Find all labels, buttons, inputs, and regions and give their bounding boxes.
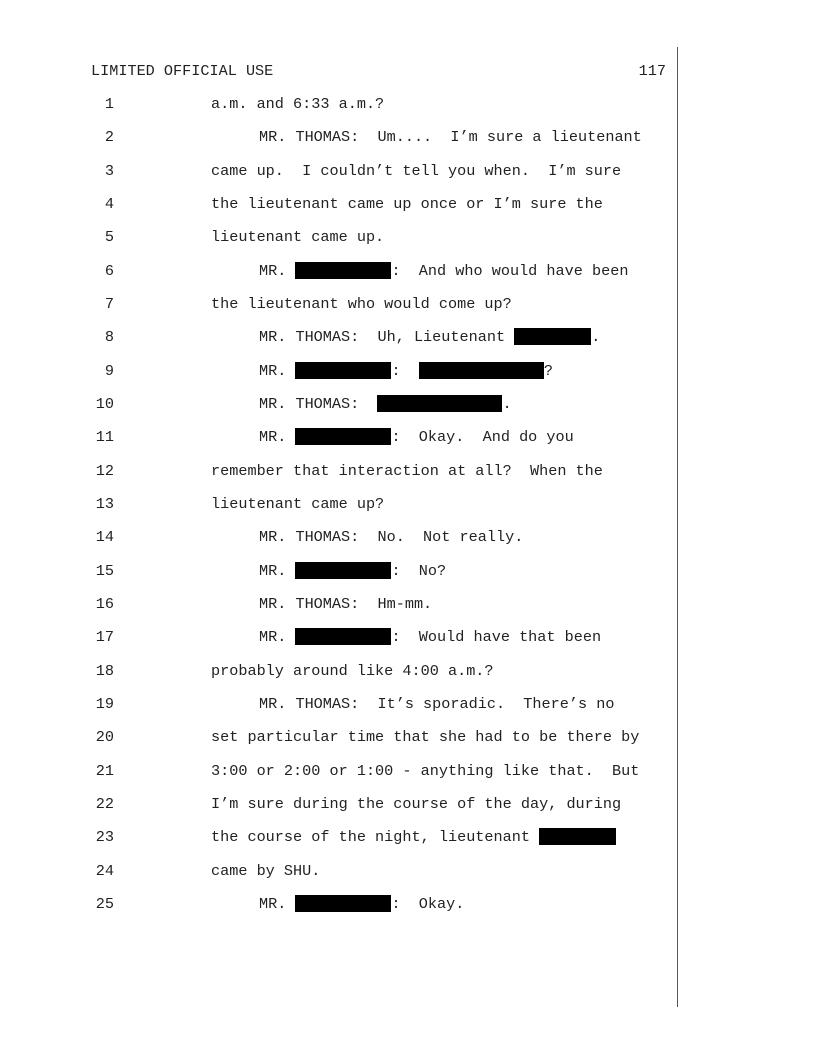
text-segment: MR. [259, 894, 296, 913]
text-segment: I’m sure during the course of the day, during [211, 794, 622, 813]
line-text [211, 162, 621, 180]
line-text [259, 695, 614, 713]
text-segment: : Okay. [391, 894, 465, 913]
line-number: 15 [95, 561, 114, 580]
text-segment: came by SHU. [211, 861, 321, 880]
transcript-line [0, 495, 676, 519]
line-number: 24 [95, 861, 114, 880]
transcript-line [0, 828, 676, 852]
line-number: 11 [95, 428, 114, 447]
redaction-block [514, 328, 591, 345]
page-number: 117 [638, 62, 666, 80]
text-segment: the course of the night, lieutenant [211, 828, 540, 847]
transcript-line [0, 228, 676, 252]
text-segment: 3:00 or 2:00 or 1:00 - anything like that. But [211, 761, 640, 780]
redaction-block [539, 828, 616, 845]
line-number: 14 [95, 528, 114, 547]
redaction-block [295, 428, 391, 445]
redaction-block [295, 895, 391, 912]
line-text [211, 728, 639, 746]
line-text [211, 828, 616, 846]
line-text [211, 195, 603, 213]
text-segment: came up. I couldn’t tell you when. I’m sure [211, 161, 622, 180]
transcript-line [0, 328, 676, 352]
line-text [259, 895, 464, 913]
line-number: 8 [104, 328, 114, 347]
text-segment: . [502, 394, 512, 413]
line-text [211, 762, 639, 780]
text-segment: lieutenant came up? [211, 494, 385, 513]
text-segment: MR. THOMAS: No. Not really. [259, 528, 524, 547]
line-text [211, 95, 384, 113]
line-text [259, 428, 574, 446]
line-text [259, 628, 601, 646]
line-number: 4 [104, 194, 114, 213]
line-number: 5 [104, 228, 114, 247]
redaction-block [295, 262, 391, 279]
text-segment: : [391, 361, 419, 380]
text-segment: the lieutenant came up once or I’m sure the [211, 194, 603, 213]
redaction-block [377, 395, 502, 412]
text-segment: ? [543, 361, 553, 380]
text-segment: MR. [259, 628, 296, 647]
line-number: 19 [95, 694, 114, 713]
text-segment: a.m. and 6:33 a.m.? [211, 95, 385, 113]
text-segment: the lieutenant who would come up? [211, 294, 512, 313]
right-margin-rule [677, 47, 678, 1007]
text-segment: : Okay. And do you [391, 428, 574, 447]
line-number: 23 [95, 828, 114, 847]
transcript-line [0, 562, 676, 586]
line-text [211, 662, 494, 680]
text-segment: MR. [259, 261, 296, 280]
line-number: 18 [95, 661, 114, 680]
text-segment: MR. THOMAS: Uh, Lieutenant [259, 328, 515, 347]
text-segment: MR. THOMAS: It’s sporadic. There’s no [259, 694, 615, 713]
transcript-line [0, 428, 676, 452]
line-number: 1 [104, 95, 114, 113]
transcript-line [0, 128, 676, 152]
text-segment: : No? [391, 561, 447, 580]
transcript-line [0, 795, 676, 819]
classification-header: LIMITED OFFICIAL USE [91, 62, 274, 80]
redaction-block [419, 362, 544, 379]
line-text [259, 262, 628, 280]
text-segment: . [591, 328, 601, 347]
transcript-line [0, 295, 676, 319]
line-number: 21 [95, 761, 114, 780]
line-number: 25 [95, 894, 114, 913]
line-number: 16 [95, 594, 114, 613]
line-text [211, 795, 621, 813]
redaction-block [295, 362, 391, 379]
line-text [259, 362, 553, 380]
text-segment: : And who would have been [391, 261, 629, 280]
line-text [259, 528, 523, 546]
transcript-line [0, 462, 676, 486]
line-text [211, 495, 384, 513]
line-text [259, 128, 642, 146]
text-segment: : Would have that been [391, 628, 602, 647]
text-segment: probably around like 4:00 a.m.? [211, 661, 494, 680]
transcript-line [0, 662, 676, 686]
line-number: 22 [95, 794, 114, 813]
text-segment: MR. THOMAS: Um.... I’m sure a lieutenant [259, 128, 642, 147]
text-segment: MR. [259, 361, 296, 380]
transcript-line [0, 862, 676, 886]
line-text [259, 395, 512, 413]
line-number: 17 [95, 628, 114, 647]
redaction-block [295, 628, 391, 645]
text-segment: set particular time that she had to be there by [211, 728, 640, 747]
transcript-line [0, 195, 676, 219]
transcript-line [0, 595, 676, 619]
line-number: 3 [104, 161, 114, 180]
line-number: 10 [95, 394, 114, 413]
text-segment: MR. THOMAS: Hm-mm. [259, 594, 433, 613]
transcript-line [0, 362, 676, 386]
transcript-line [0, 395, 676, 419]
transcript-line [0, 528, 676, 552]
line-number: 20 [95, 728, 114, 747]
redaction-block [295, 562, 391, 579]
transcript-line [0, 95, 676, 119]
text-segment: lieutenant came up. [211, 228, 385, 247]
transcript-line [0, 762, 676, 786]
text-segment: MR. [259, 561, 296, 580]
line-number: 9 [104, 361, 114, 380]
line-text [259, 328, 600, 346]
line-text [211, 862, 320, 880]
transcript-line [0, 628, 676, 652]
line-text [259, 562, 446, 580]
line-text [211, 228, 384, 246]
line-number: 2 [104, 128, 114, 147]
transcript-line [0, 162, 676, 186]
transcript-line [0, 728, 676, 752]
text-segment: MR. [259, 428, 296, 447]
line-number: 13 [95, 494, 114, 513]
line-number: 12 [95, 461, 114, 480]
text-segment: MR. THOMAS: [259, 394, 378, 413]
line-text [259, 595, 432, 613]
transcript-line [0, 262, 676, 286]
transcript-line [0, 695, 676, 719]
line-text [211, 462, 603, 480]
line-number: 7 [104, 294, 114, 313]
transcript-line [0, 895, 676, 919]
line-number: 6 [104, 261, 114, 280]
line-text [211, 295, 512, 313]
text-segment: remember that interaction at all? When the [211, 461, 603, 480]
